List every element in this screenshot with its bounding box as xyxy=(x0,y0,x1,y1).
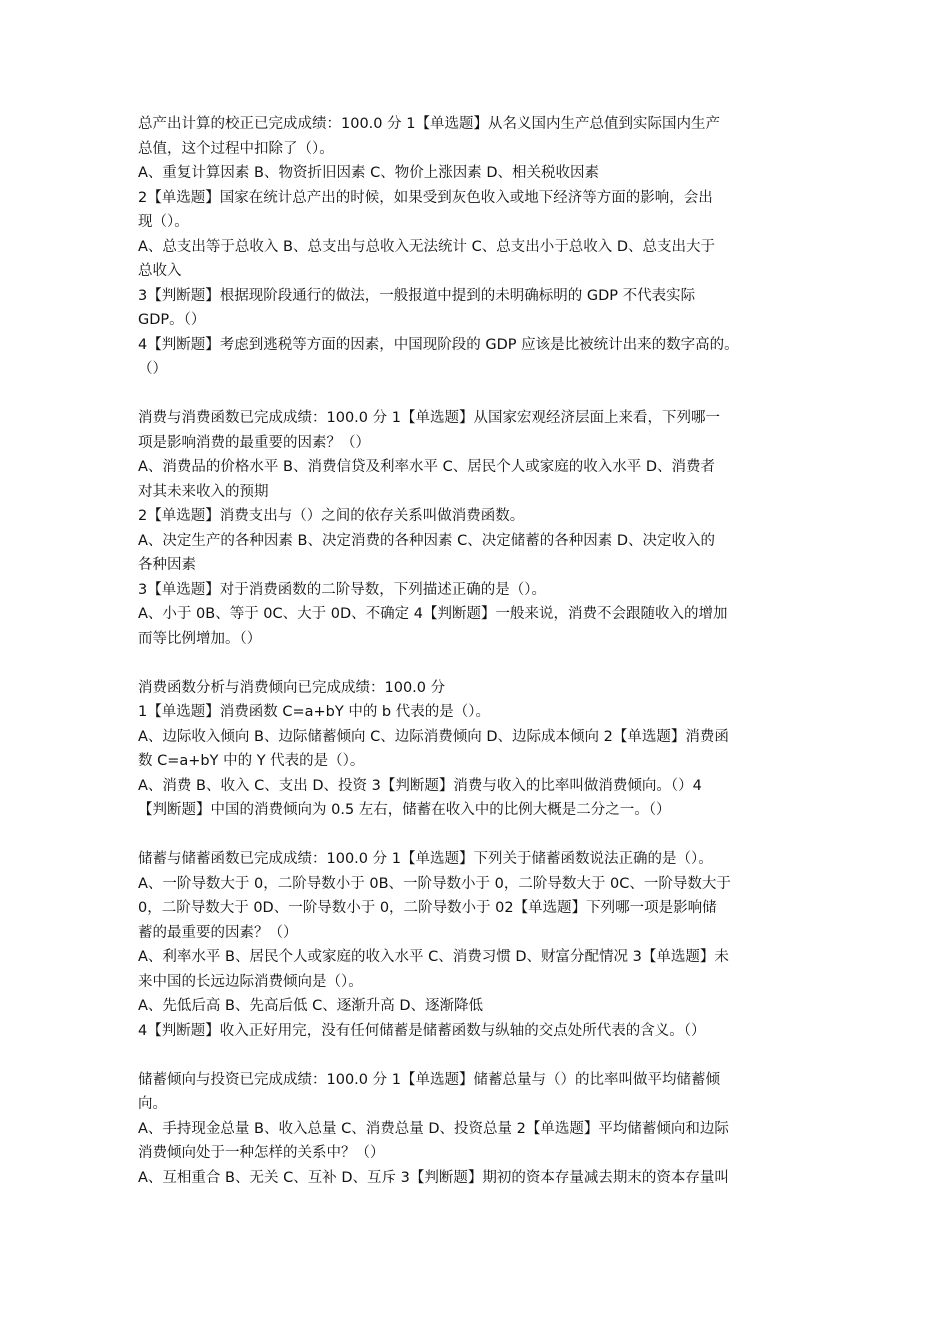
section-consumption-propensity xyxy=(138,676,838,823)
paragraph-gap xyxy=(138,1043,838,1068)
text-line: A、手持现金总量 B、收入总量 C、消费总量 D、投资总量 2【单选题】平均储蓄倾向和边际 xyxy=(138,1120,729,1137)
text-line: A、小于 0B、等于 0C、大于 0D、不确定 4【判断题】一般来说，消费不会跟随收入的增加 xyxy=(138,606,728,622)
section-consumption-function xyxy=(138,406,838,651)
text-line: 总产出计算的校正已完成成绩：100.0 分 1【单选题】从名义国内生产总值到实际国内生产 xyxy=(138,116,720,132)
text-line: 2【单选题】消费支出与（）之间的依存关系叫做消费函数。 xyxy=(138,508,525,524)
text-line: 项是影响消费的最重要的因素？（） xyxy=(138,434,370,451)
text-line: 消费函数分析与消费倾向已完成成绩：100.0 分 xyxy=(138,679,446,696)
text-line: 向。 xyxy=(138,1096,167,1112)
paragraph-gap xyxy=(138,823,838,848)
text-line: 蓄的最重要的因素？（） xyxy=(138,924,298,941)
text-line: 【判断题】中国的消费倾向为 0.5 左右，储蓄在收入中的比例大概是二分之一。（） xyxy=(138,802,671,818)
section-savings-investment xyxy=(138,1068,838,1191)
text-line: 而等比例增加。（） xyxy=(138,630,262,647)
text-line: A、消费品的价格水平 B、消费信贷及利率水平 C、居民个人或家庭的收入水平 D、消费者 xyxy=(138,459,715,475)
text-line: 4【判断题】考虑到逃税等方面的因素，中国现阶段的 GDP 应该是比被统计出来的数字高的。 xyxy=(138,336,739,353)
text-line: A、消费 B、收入 C、支出 D、投资 3【判断题】消费与收入的比率叫做消费倾向。（）4 xyxy=(138,777,702,794)
section-total-output-correction xyxy=(138,112,838,382)
text-line: 消费与消费函数已完成成绩：100.0 分 1【单选题】从国家宏观经济层面上来看，下列哪一 xyxy=(138,410,720,426)
text-line: 4【判断题】收入正好用完，没有任何储蓄是储蓄函数与纵轴的交点处所代表的含义。（） xyxy=(138,1022,706,1039)
section-savings-function xyxy=(138,847,838,1043)
text-line: A、边际收入倾向 B、边际储蓄倾向 C、边际消费倾向 D、边际成本倾向 2【单选题】消费函 xyxy=(138,728,729,745)
text-line: 各种因素 xyxy=(138,557,196,573)
paragraph-gap xyxy=(138,651,838,676)
text-line: 0，二阶导数大于 0D、一阶导数小于 0，二阶导数小于 02【单选题】下列哪一项是影响储 xyxy=(138,900,717,916)
text-line: 3【单选题】对于消费函数的二阶导数，下列描述正确的是（）。 xyxy=(138,581,546,598)
text-line: （） xyxy=(138,361,167,377)
text-line: A、先低后高 B、先高后低 C、逐渐升高 D、逐渐降低 xyxy=(138,998,483,1014)
text-line: 总值，这个过程中扣除了（）。 xyxy=(138,140,334,157)
text-line: 数 C=a+bY 中的 Y 代表的是（）。 xyxy=(138,753,365,769)
text-line: 消费倾向处于一种怎样的关系中？（） xyxy=(138,1145,385,1161)
text-line: A、总支出等于总收入 B、总支出与总收入无法统计 C、总支出小于总收入 D、总支出大于 xyxy=(138,238,715,255)
paragraph-gap xyxy=(138,382,838,407)
text-line: GDP。（） xyxy=(138,312,206,328)
document-body xyxy=(138,112,838,1190)
text-line: A、重复计算因素 B、物资折旧因素 C、物价上涨因素 D、相关税收因素 xyxy=(138,165,599,181)
text-line: A、互相重合 B、无关 C、互补 D、互斥 3【判断题】期初的资本存量减去期末的资本存量叫 xyxy=(138,1169,729,1186)
text-line: 3【判断题】根据现阶段通行的做法，一般报道中提到的未明确标明的 GDP 不代表实际 xyxy=(138,287,696,304)
text-line: 2【单选题】国家在统计总产出的时候，如果受到灰色收入或地下经济等方面的影响，会出 xyxy=(138,189,713,206)
text-line: 1【单选题】消费函数 C=a+bY 中的 b 代表的是（）。 xyxy=(138,704,490,720)
text-line: 来中国的长远边际消费倾向是（）。 xyxy=(138,973,363,990)
text-line: A、决定生产的各种因素 B、决定消费的各种因素 C、决定储蓄的各种因素 D、决定收入的 xyxy=(138,532,715,549)
text-line: 储蓄与储蓄函数已完成成绩：100.0 分 1【单选题】下列关于储蓄函数说法正确的是（）。 xyxy=(138,851,713,867)
text-line: 现（）。 xyxy=(138,214,189,230)
text-line: A、利率水平 B、居民个人或家庭的收入水平 C、消费习惯 D、财富分配情况 3【单选题】未 xyxy=(138,949,729,965)
text-line: 对其未来收入的预期 xyxy=(138,483,269,500)
text-line: 储蓄倾向与投资已完成成绩：100.0 分 1【单选题】储蓄总量与（）的比率叫做平均储蓄倾 xyxy=(138,1071,720,1088)
text-line: A、一阶导数大于 0，二阶导数小于 0B、一阶导数小于 0，二阶导数大于 0C、一阶导数大于 xyxy=(138,875,731,892)
text-line: 总收入 xyxy=(138,263,182,279)
